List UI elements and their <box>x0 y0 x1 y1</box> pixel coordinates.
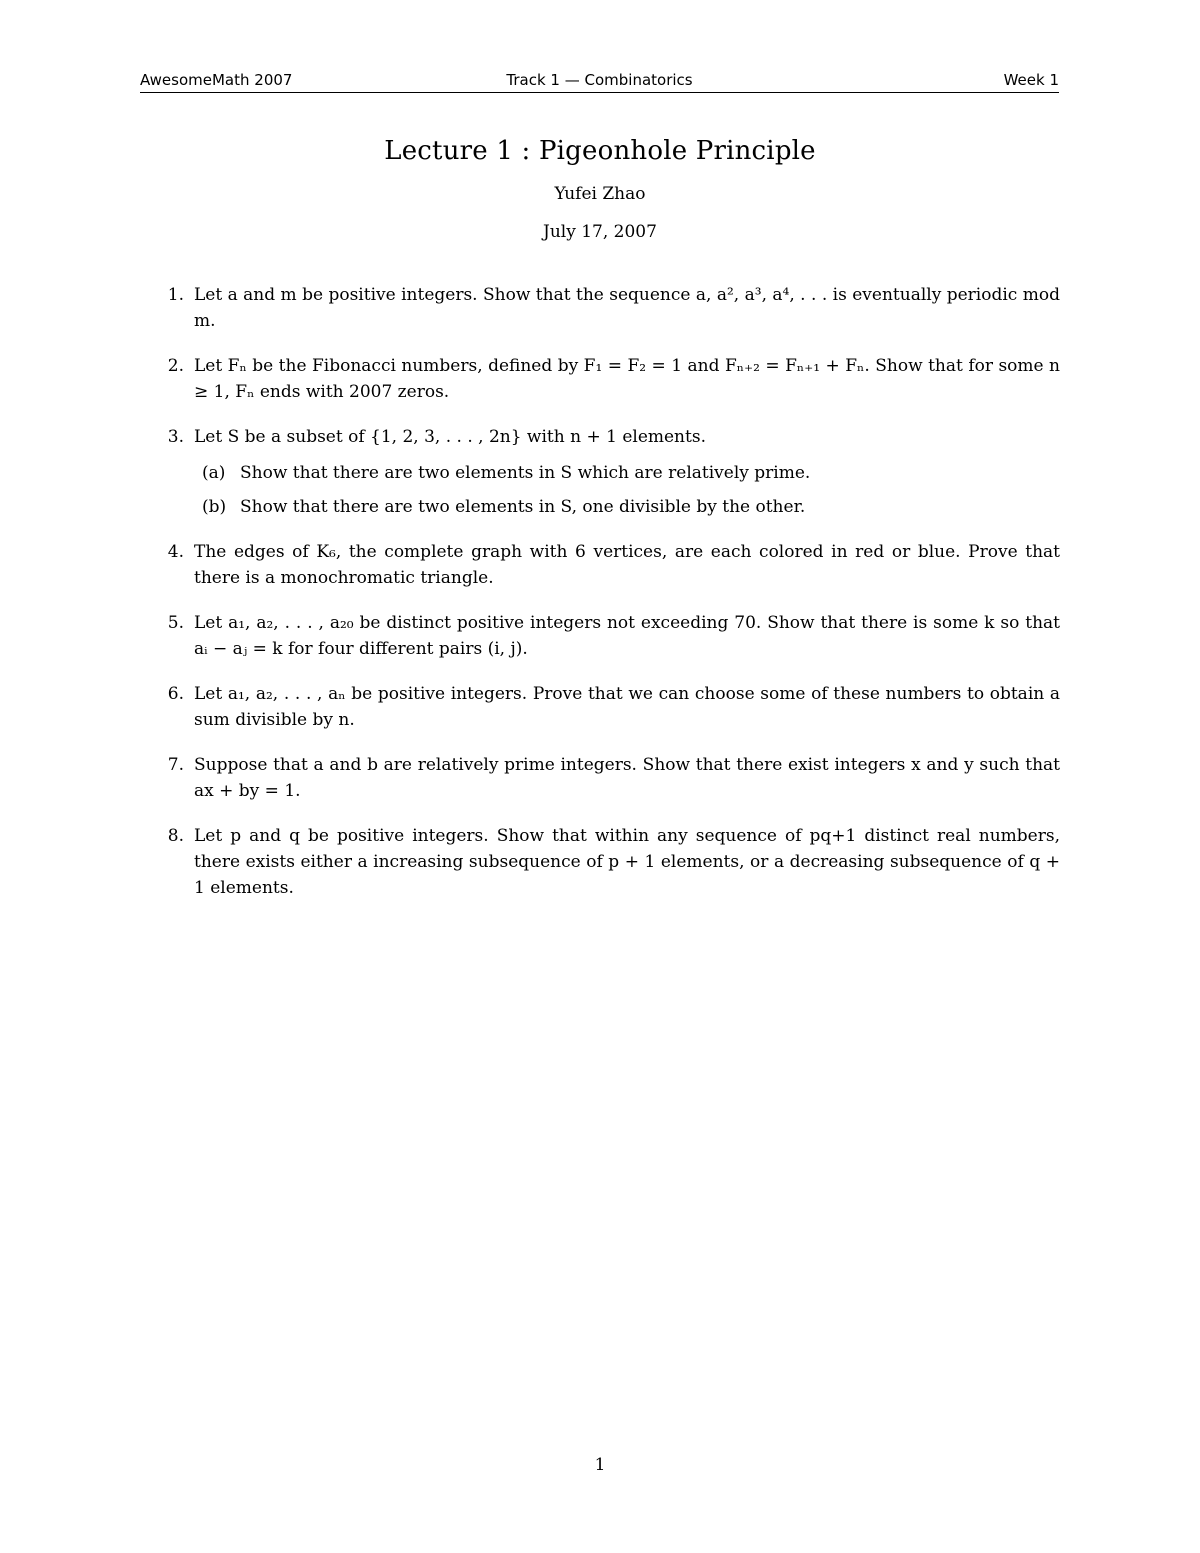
problem-number: 2. <box>167 356 184 376</box>
date: July 17, 2007 <box>543 222 657 242</box>
problem-8 <box>160 823 1060 901</box>
problem-number: 6. <box>167 684 184 704</box>
problem-number: 8. <box>167 826 184 846</box>
problem-text: Let S be a subset of {1, 2, 3, . . . , 2n} with n + 1 elements. <box>194 427 706 447</box>
problem-2 <box>160 353 1060 405</box>
subpart-text: Show that there are two elements in S, one divisible by the other. <box>240 497 806 517</box>
problem-4 <box>160 539 1060 591</box>
page-title: Lecture 1 : Pigeonhole Principle <box>384 136 816 166</box>
problem-text: The edges of K₆, the complete graph with 6 vertices, are each colored in red or blue. Prove that there is a monochromatic triangle. <box>194 542 1060 588</box>
problem-text: Let p and q be positive integers. Show that within any sequence of pq+1 distinct real numbers, there exists either a increasing subsequence of p + 1 elements, or a decreasing subsequence of q + 1 elements. <box>194 826 1060 898</box>
problem-6 <box>160 681 1060 733</box>
problem-text: Let a and m be positive integers. Show that the sequence a, a², a³, a⁴, . . . is eventually periodic mod m. <box>194 285 1060 331</box>
problem-list <box>160 282 1060 920</box>
problem-text: Let a₁, a₂, . . . , a₂₀ be distinct positive integers not exceeding 70. Show that there is some k so that aᵢ − aⱼ = k for four different pairs (i, j). <box>194 613 1060 659</box>
subpart-text: Show that there are two elements in S which are relatively prime. <box>240 463 811 483</box>
author: Yufei Zhao <box>554 184 646 204</box>
problem-text: Let a₁, a₂, . . . , aₙ be positive integers. Prove that we can choose some of these numbers to obtain a sum divisible by n. <box>194 684 1060 730</box>
problem-number: 3. <box>167 427 184 447</box>
subpart-list <box>194 460 1060 520</box>
problem-text: Let Fₙ be the Fibonacci numbers, defined by F₁ = F₂ = 1 and Fₙ₊₂ = Fₙ₊₁ + Fₙ. Show that for some n ≥ 1, Fₙ ends with 2007 zeros. <box>194 356 1060 402</box>
problem-5 <box>160 610 1060 662</box>
running-header <box>140 70 1059 93</box>
problem-7 <box>160 752 1060 804</box>
header-right: Week 1 <box>1003 71 1059 89</box>
subpart-label: (b) <box>202 497 227 517</box>
problem-3 <box>160 424 1060 520</box>
problem-number: 4. <box>167 542 184 562</box>
header-left: AwesomeMath 2007 <box>140 71 293 89</box>
subpart-a <box>194 460 1060 486</box>
subpart-label: (a) <box>202 463 226 483</box>
problem-number: 7. <box>167 755 184 775</box>
header-center: Track 1 — Combinatorics <box>506 71 693 89</box>
problem-1 <box>160 282 1060 334</box>
problem-number: 5. <box>167 613 184 633</box>
subpart-b <box>194 494 1060 520</box>
problem-text: Suppose that a and b are relatively prime integers. Show that there exist integers x and y such that ax + by = 1. <box>194 755 1060 801</box>
page-number: 1 <box>594 1455 606 1475</box>
problem-number: 1. <box>167 285 184 305</box>
